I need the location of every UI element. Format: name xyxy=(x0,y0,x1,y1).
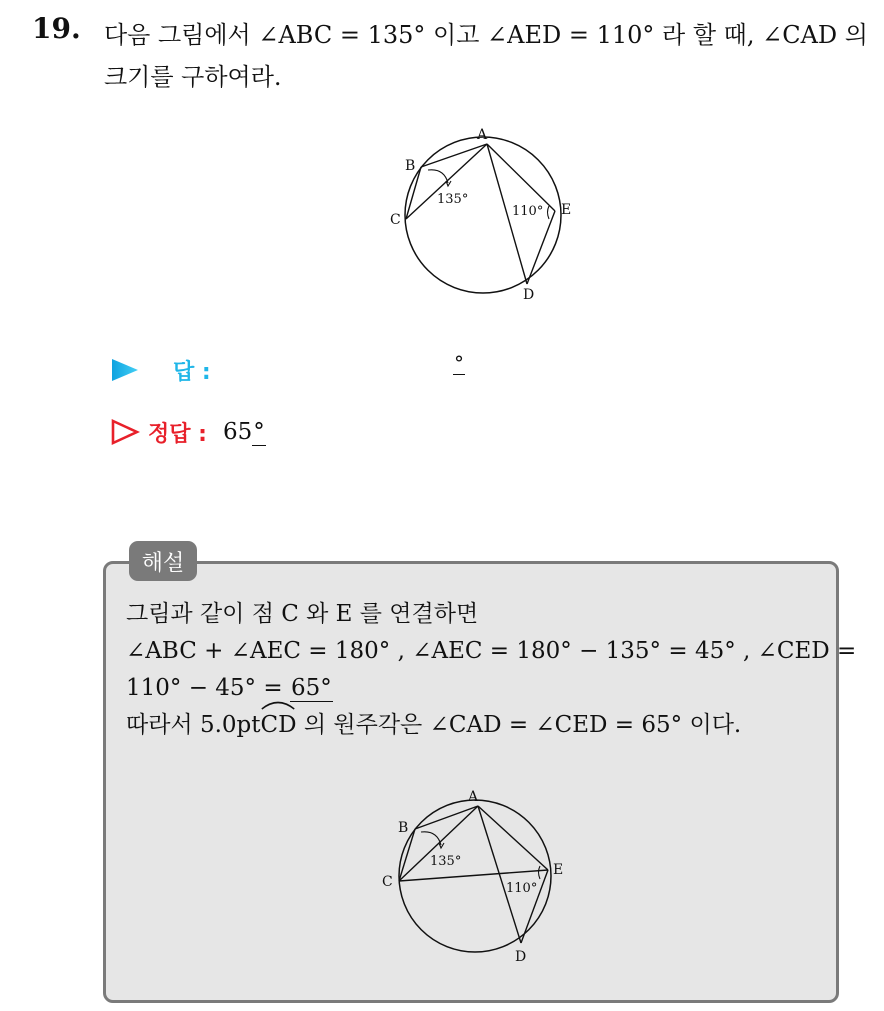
point-c-label: C xyxy=(382,874,393,890)
solution-line-4-after: 의 원주각은 ∠CAD = ∠CED = 65° 이다. xyxy=(296,712,742,738)
solution-line-3-prefix: 110° − 45° = xyxy=(126,675,290,701)
point-e-label: E xyxy=(553,862,564,878)
angle-b-label: 135° xyxy=(437,192,469,207)
angle-e-label: 110° xyxy=(512,204,544,219)
angle-b-arrow xyxy=(446,181,451,186)
question-line-1: 다음 그림에서 ∠ABC = 135° 이고 ∠AED = 110° 라 할 때, ∠CAD 의 xyxy=(104,21,868,49)
chord-ab xyxy=(415,806,478,829)
correct-answer-value xyxy=(223,419,266,445)
point-e-label: E xyxy=(561,202,572,218)
solution-tab: 해설 xyxy=(129,541,197,581)
correct-answer-number: 65 xyxy=(222,419,253,445)
point-a-label: A xyxy=(477,127,488,143)
question-figure xyxy=(380,120,580,310)
correct-answer-row xyxy=(110,412,266,452)
angle-e-arc xyxy=(548,206,550,219)
point-d-label: D xyxy=(523,287,535,303)
answer-label: 답 : xyxy=(173,359,211,385)
solution-line-2: ∠ABC + ∠AEC = 180° , ∠AEC = 180° − 135° = 45° , ∠CED = xyxy=(126,638,857,664)
angle-b-arc xyxy=(428,170,448,183)
angle-e-label: 110° xyxy=(506,881,538,896)
play-triangle-icon xyxy=(110,355,140,385)
solution-line-3-value: 65° xyxy=(290,675,332,701)
question-number: 19. xyxy=(32,12,81,45)
arc-cd-label: CD xyxy=(260,712,297,738)
point-c-label: C xyxy=(390,212,401,228)
angle-b-label: 135° xyxy=(430,854,462,869)
question-text xyxy=(104,14,868,98)
arc-mark-icon xyxy=(260,698,296,710)
solution-text xyxy=(126,596,857,744)
angle-e-arc xyxy=(539,866,541,879)
question-line-2: 크기를 구하여라. xyxy=(104,63,282,91)
arc-cd xyxy=(261,707,297,744)
solution-line-1: 그림과 같이 점 C 와 E 를 연결하면 xyxy=(126,601,479,627)
outline-triangle-icon xyxy=(110,417,140,447)
solution-line-4 xyxy=(126,707,831,744)
point-b-label: B xyxy=(398,820,409,836)
solution-line-4-before: 따라서 5.0pt xyxy=(126,712,261,738)
point-b-label: B xyxy=(405,158,416,174)
angle-b-arrow xyxy=(439,843,444,848)
chord-ce xyxy=(399,870,548,881)
solution-figure xyxy=(375,785,575,970)
chord-ed xyxy=(527,211,555,284)
point-d-label: D xyxy=(515,949,527,965)
answer-row xyxy=(110,350,211,390)
point-a-label: A xyxy=(468,789,479,805)
chord-ab xyxy=(421,144,487,167)
correct-answer-unit: ° xyxy=(253,419,265,445)
correct-answer-label: 정답 : xyxy=(148,421,207,447)
solution-line-3 xyxy=(126,670,831,707)
chords xyxy=(399,806,548,943)
answer-blank[interactable]: ° xyxy=(454,351,464,375)
